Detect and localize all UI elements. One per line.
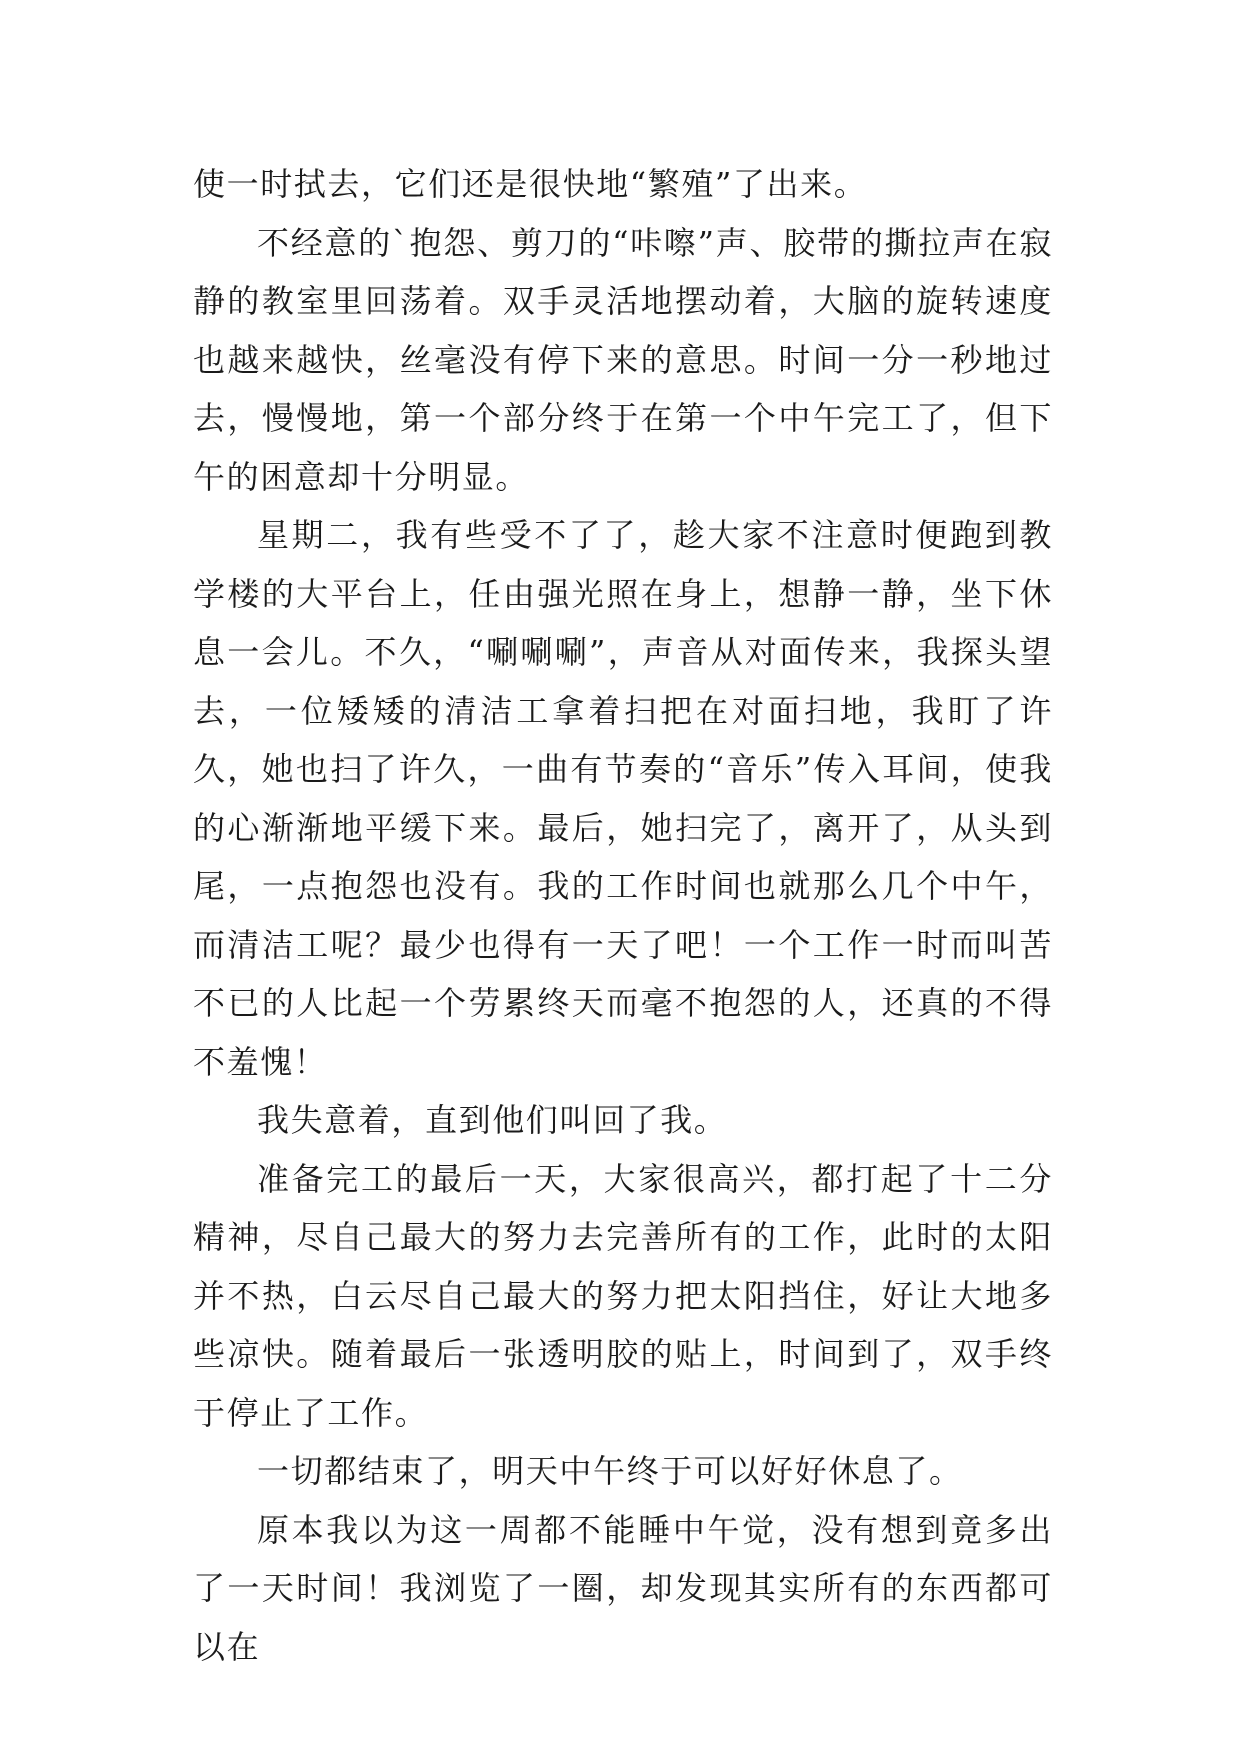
paragraph-7: 原本我以为这一周都不能睡中午觉，没有想到竟多出了一天时间！我浏览了一圈，却发现其实所有的东西都可以在 (193, 1510, 1053, 1666)
paragraph-3: 星期二，我有些受不了了，趁大家不注意时便跑到教学楼的大平台上，任由强光照在身上，想静一静，坐下休息一会儿。不久，“唰唰唰”，声音从对面传来，我探头望去，一位矮矮的清洁工拿着扫把在对面扫地，我盯了许久，她也扫了许久，一曲有节奏的“音乐”传入耳间，使我的心渐渐地平缓下来。最后，她扫完了，离开了，从头到尾，一点抱怨也没有。我的工作时间也就那么几个中午，而清洁工呢？最少也得有一天了吧！一个工作一时而叫苦不已的人比起一个劳累终天而毫不抱怨的人，还真的不得不羞愧！ (193, 516, 1053, 1081)
paragraph-4: 我失意着，直到他们叫回了我。 (257, 1101, 728, 1139)
paragraph-2: 不经意的`抱怨、剪刀的“咔嚓”声、胶带的撕拉声在寂静的教室里回荡着。双手灵活地摆动着，大脑的旋转速度也越来越快，丝毫没有停下来的意思。时间一分一秒地过去，慢慢地，第一个部分终于在第一个中午完工了，但下午的困意却十分明显。 (193, 223, 1053, 496)
paragraph-1: 使一时拭去，它们还是很快地“繁殖”了出来。 (193, 165, 868, 203)
paragraph-6: 一切都结束了，明天中午终于可以好好休息了。 (257, 1452, 963, 1490)
document-body (193, 155, 1053, 1676)
paragraph-5: 准备完工的最后一天，大家很高兴，都打起了十二分精神，尽自己最大的努力去完善所有的工作，此时的太阳并不热，白云尽自己最大的努力把太阳挡住，好让大地多些凉快。随着最后一张透明胶的贴上，时间到了，双手终于停止了工作。 (193, 1159, 1053, 1432)
